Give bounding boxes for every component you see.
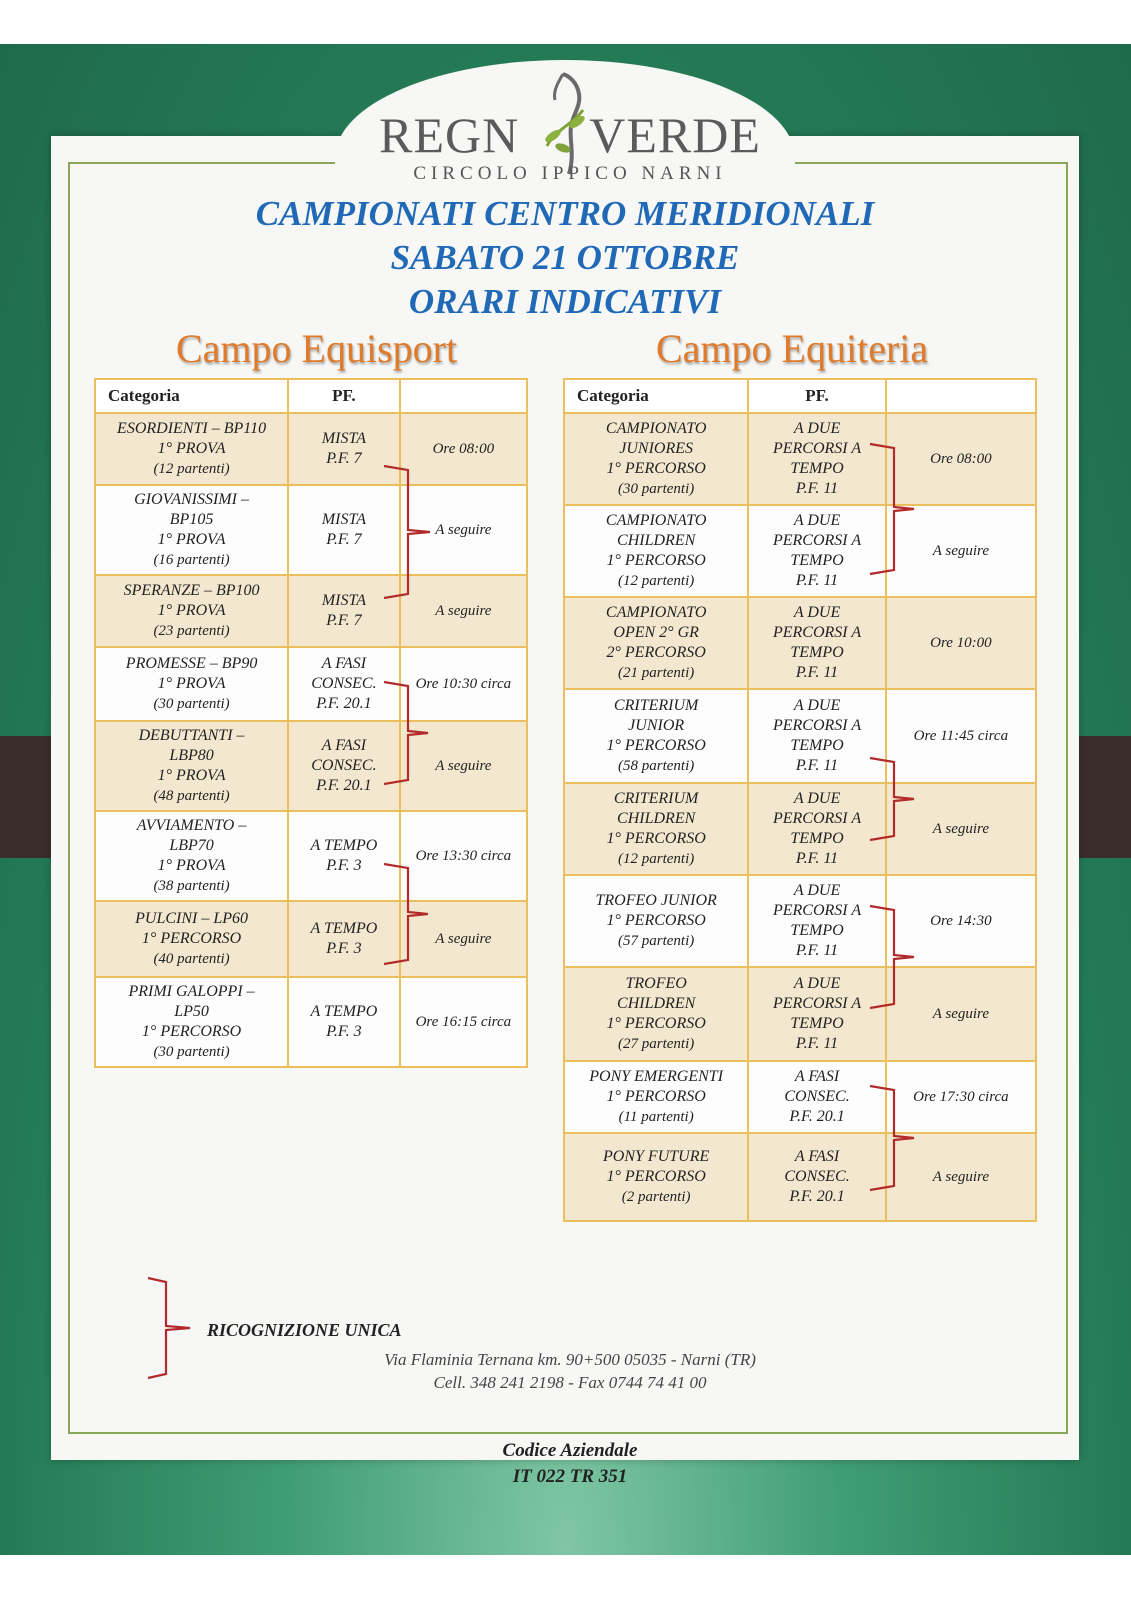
- categoria-line: PROMESSE – BP90: [125, 655, 258, 672]
- categoria-line: 1° PERCORSO: [606, 1168, 706, 1185]
- pf-line: A FASI: [794, 1068, 840, 1085]
- categoria-line: (58 partenti): [618, 758, 695, 774]
- pf-line: P.F. 3: [326, 857, 362, 874]
- categoria-line: GIOVANISSIMI –: [134, 491, 249, 508]
- pf-line: P.F. 7: [326, 531, 362, 548]
- categoria-line: DEBUTTANTI –: [138, 727, 245, 744]
- pf-line: PERCORSI A: [772, 810, 862, 827]
- categoria-line: (12 partenti): [618, 573, 695, 589]
- cell-time: Ore 08:00: [886, 413, 1036, 505]
- pf-line: A TEMPO: [310, 837, 378, 854]
- cell-time: Ore 10:00: [886, 597, 1036, 689]
- pf-line: TEMPO: [790, 737, 844, 754]
- footer-address: Via Flaminia Ternana km. 90+500 05035 - Narni (TR): [384, 1350, 756, 1369]
- header-categoria: Categoria: [95, 379, 288, 413]
- pf-line: A FASI: [321, 737, 367, 754]
- pf-line: TEMPO: [790, 644, 844, 661]
- pf-line: P.F. 11: [795, 480, 839, 497]
- bracket-icon: [384, 864, 428, 964]
- pf-line: A TEMPO: [310, 920, 378, 937]
- logo-name-right: VERDE: [589, 107, 761, 163]
- pf-line: P.F. 20.1: [316, 695, 372, 712]
- cell-time: Ore 16:15 circa: [400, 977, 527, 1067]
- pf-line: TEMPO: [790, 830, 844, 847]
- footer-code-label: Codice Aziendale: [502, 1440, 638, 1461]
- categoria-line: 1° PERCORSO: [606, 1088, 706, 1105]
- pf-line: MISTA: [321, 511, 366, 528]
- categoria-line: CRITERIUM: [613, 697, 699, 714]
- categoria-line: LBP80: [169, 747, 214, 764]
- pf-line: A FASI: [321, 655, 367, 672]
- categoria-line: CHILDREN: [617, 995, 696, 1012]
- categoria-line: JUNIOR: [628, 717, 685, 734]
- pf-line: P.F. 3: [326, 1023, 362, 1040]
- footer-code-value: IT 022 TR 351: [512, 1466, 628, 1487]
- categoria-line: 1° PERCORSO: [606, 830, 706, 847]
- categoria-line: BP105: [169, 511, 214, 528]
- categoria-line: (11 partenti): [618, 1109, 694, 1125]
- legend-label: RICOGNIZIONE UNICA: [207, 1320, 402, 1340]
- pf-line: P.F. 11: [795, 757, 839, 774]
- categoria-line: CAMPIONATO: [605, 512, 707, 529]
- pf-line: CONSEC.: [311, 757, 377, 774]
- pf-line: MISTA: [321, 592, 366, 609]
- categoria-line: CHILDREN: [617, 532, 696, 549]
- cell-time: Ore 17:30 circa: [886, 1061, 1036, 1133]
- cell-time: A seguire: [886, 967, 1036, 1061]
- header-categoria: Categoria: [564, 379, 748, 413]
- categoria-line: CHILDREN: [617, 810, 696, 827]
- categoria-line: TROFEO: [625, 975, 687, 992]
- categoria-line: (12 partenti): [153, 461, 230, 477]
- cell-time: Ore 13:30 circa: [400, 811, 527, 901]
- categoria-line: 1° PROVA: [157, 675, 226, 692]
- pf-line: P.F. 11: [795, 850, 839, 867]
- categoria-line: 1° PROVA: [157, 531, 226, 548]
- cell-time: A seguire: [886, 1133, 1036, 1221]
- categoria-line: OPEN 2° GR: [613, 624, 699, 641]
- logo-name-left: REGN: [379, 107, 520, 163]
- categoria-line: (16 partenti): [153, 552, 230, 568]
- categoria-line: 1° PERCORSO: [606, 1015, 706, 1032]
- bracket-icon: [870, 758, 914, 840]
- cell-time: A seguire: [886, 783, 1036, 875]
- header-pf: PF.: [288, 379, 400, 413]
- categoria-line: 1° PERCORSO: [141, 1023, 242, 1040]
- pf-line: A DUE: [793, 975, 841, 992]
- categoria-line: PULCINI – LP60: [135, 910, 249, 927]
- categoria-line: 1° PERCORSO: [606, 912, 706, 929]
- pf-line: PERCORSI A: [772, 995, 862, 1012]
- bracket-icon: [384, 682, 428, 784]
- categoria-line: JUNIORES: [619, 440, 694, 457]
- categoria-line: 1° PERCORSO: [606, 552, 706, 569]
- bracket-icon: [148, 1278, 190, 1378]
- logo-subtitle: CIRCOLO IPPICO NARNI: [413, 163, 727, 184]
- footer-contacts: Cell. 348 241 2198 - Fax 0744 74 41 00: [433, 1373, 707, 1392]
- pf-line: P.F. 20.1: [316, 777, 372, 794]
- categoria-line: SPERANZE – BP100: [123, 582, 260, 599]
- cell-time: A seguire: [886, 505, 1036, 597]
- equisport-title: Campo Equisport: [176, 326, 458, 371]
- cell-time: A seguire: [400, 721, 527, 811]
- categoria-line: (12 partenti): [618, 851, 695, 867]
- categoria-line: (57 partenti): [618, 933, 695, 949]
- pf-line: PERCORSI A: [772, 717, 862, 734]
- bracket-icon: [384, 466, 430, 598]
- pf-line: TEMPO: [790, 460, 844, 477]
- categoria-line: ESORDIENTI – BP110: [117, 420, 267, 437]
- pf-line: TEMPO: [790, 922, 844, 939]
- categoria-line: 1° PROVA: [157, 767, 226, 784]
- pf-line: A DUE: [793, 604, 841, 621]
- pf-line: CONSEC.: [784, 1088, 850, 1105]
- categoria-line: PONY FUTURE: [603, 1148, 710, 1165]
- categoria-line: TROFEO JUNIOR: [595, 892, 717, 909]
- pf-line: P.F. 11: [795, 664, 839, 681]
- pf-line: A DUE: [793, 790, 841, 807]
- pf-line: P.F. 7: [326, 450, 362, 467]
- categoria-line: (30 partenti): [153, 696, 230, 712]
- categoria-line: 1° PROVA: [157, 857, 226, 874]
- categoria-line: CAMPIONATO: [605, 604, 707, 621]
- pf-line: PERCORSI A: [772, 440, 862, 457]
- pf-line: TEMPO: [790, 1015, 844, 1032]
- bracket-icon: [870, 906, 914, 1008]
- categoria-line: AVVIAMENTO –: [136, 817, 247, 834]
- categoria-line: 1° PERCORSO: [141, 930, 242, 947]
- pf-line: PERCORSI A: [772, 532, 862, 549]
- pf-line: MISTA: [321, 430, 366, 447]
- categoria-line: (21 partenti): [618, 665, 695, 681]
- categoria-line: (30 partenti): [618, 481, 695, 497]
- pf-line: P.F. 11: [795, 572, 839, 589]
- bracket-icon: [870, 444, 914, 574]
- pf-line: CONSEC.: [311, 675, 377, 692]
- pf-line: P.F. 20.1: [789, 1108, 845, 1125]
- categoria-line: LP50: [174, 1003, 209, 1020]
- categoria-line: (40 partenti): [153, 951, 230, 967]
- cell-time: Ore 11:45 circa: [886, 689, 1036, 783]
- header-pf: PF.: [748, 379, 885, 413]
- cell-time: A seguire: [400, 901, 527, 977]
- categoria-line: 1° PROVA: [157, 440, 226, 457]
- pf-line: TEMPO: [790, 552, 844, 569]
- categoria-line: PONY EMERGENTI: [589, 1068, 724, 1085]
- pf-line: CONSEC.: [784, 1168, 850, 1185]
- categoria-line: (2 partenti): [621, 1189, 691, 1205]
- pf-line: PERCORSI A: [772, 624, 862, 641]
- pf-line: A DUE: [793, 420, 841, 437]
- categoria-line: (38 partenti): [153, 878, 230, 894]
- categoria-line: LBP70: [169, 837, 214, 854]
- categoria-line: (27 partenti): [618, 1036, 695, 1052]
- categoria-line: PRIMI GALOPPI –: [128, 983, 255, 1000]
- cell-time: Ore 08:00: [400, 413, 527, 485]
- cell-time: A seguire: [400, 485, 527, 575]
- pf-line: P.F. 7: [326, 612, 362, 629]
- categoria-line: 2° PERCORSO: [606, 644, 706, 661]
- title-line-1: CAMPIONATI CENTRO MERIDIONALI: [255, 194, 875, 233]
- pf-line: P.F. 11: [795, 1035, 839, 1052]
- pf-line: A TEMPO: [310, 1003, 378, 1020]
- cell-time: A seguire: [400, 575, 527, 647]
- cell-time: Ore 14:30: [886, 875, 1036, 967]
- categoria-line: 1° PERCORSO: [606, 737, 706, 754]
- pf-line: P.F. 3: [326, 940, 362, 957]
- categoria-line: 1° PROVA: [157, 602, 226, 619]
- categoria-line: (30 partenti): [153, 1044, 230, 1060]
- pf-line: A DUE: [793, 697, 841, 714]
- pf-line: PERCORSI A: [772, 902, 862, 919]
- categoria-line: (23 partenti): [153, 623, 230, 639]
- bracket-icon: [870, 1086, 914, 1190]
- cell-time: Ore 10:30 circa: [400, 647, 527, 721]
- pf-line: A DUE: [793, 882, 841, 899]
- equiteria-title: Campo Equiteria: [656, 326, 929, 371]
- pf-line: A FASI: [794, 1148, 840, 1165]
- categoria-line: (48 partenti): [153, 788, 230, 804]
- title-line-2: SABATO 21 OTTOBRE: [390, 238, 740, 277]
- categoria-line: CRITERIUM: [613, 790, 699, 807]
- title-line-3: ORARI INDICATIVI: [408, 282, 722, 321]
- pf-line: P.F. 20.1: [789, 1188, 845, 1205]
- categoria-line: CAMPIONATO: [605, 420, 707, 437]
- pf-line: A DUE: [793, 512, 841, 529]
- categoria-line: 1° PERCORSO: [606, 460, 706, 477]
- pf-line: P.F. 11: [795, 942, 839, 959]
